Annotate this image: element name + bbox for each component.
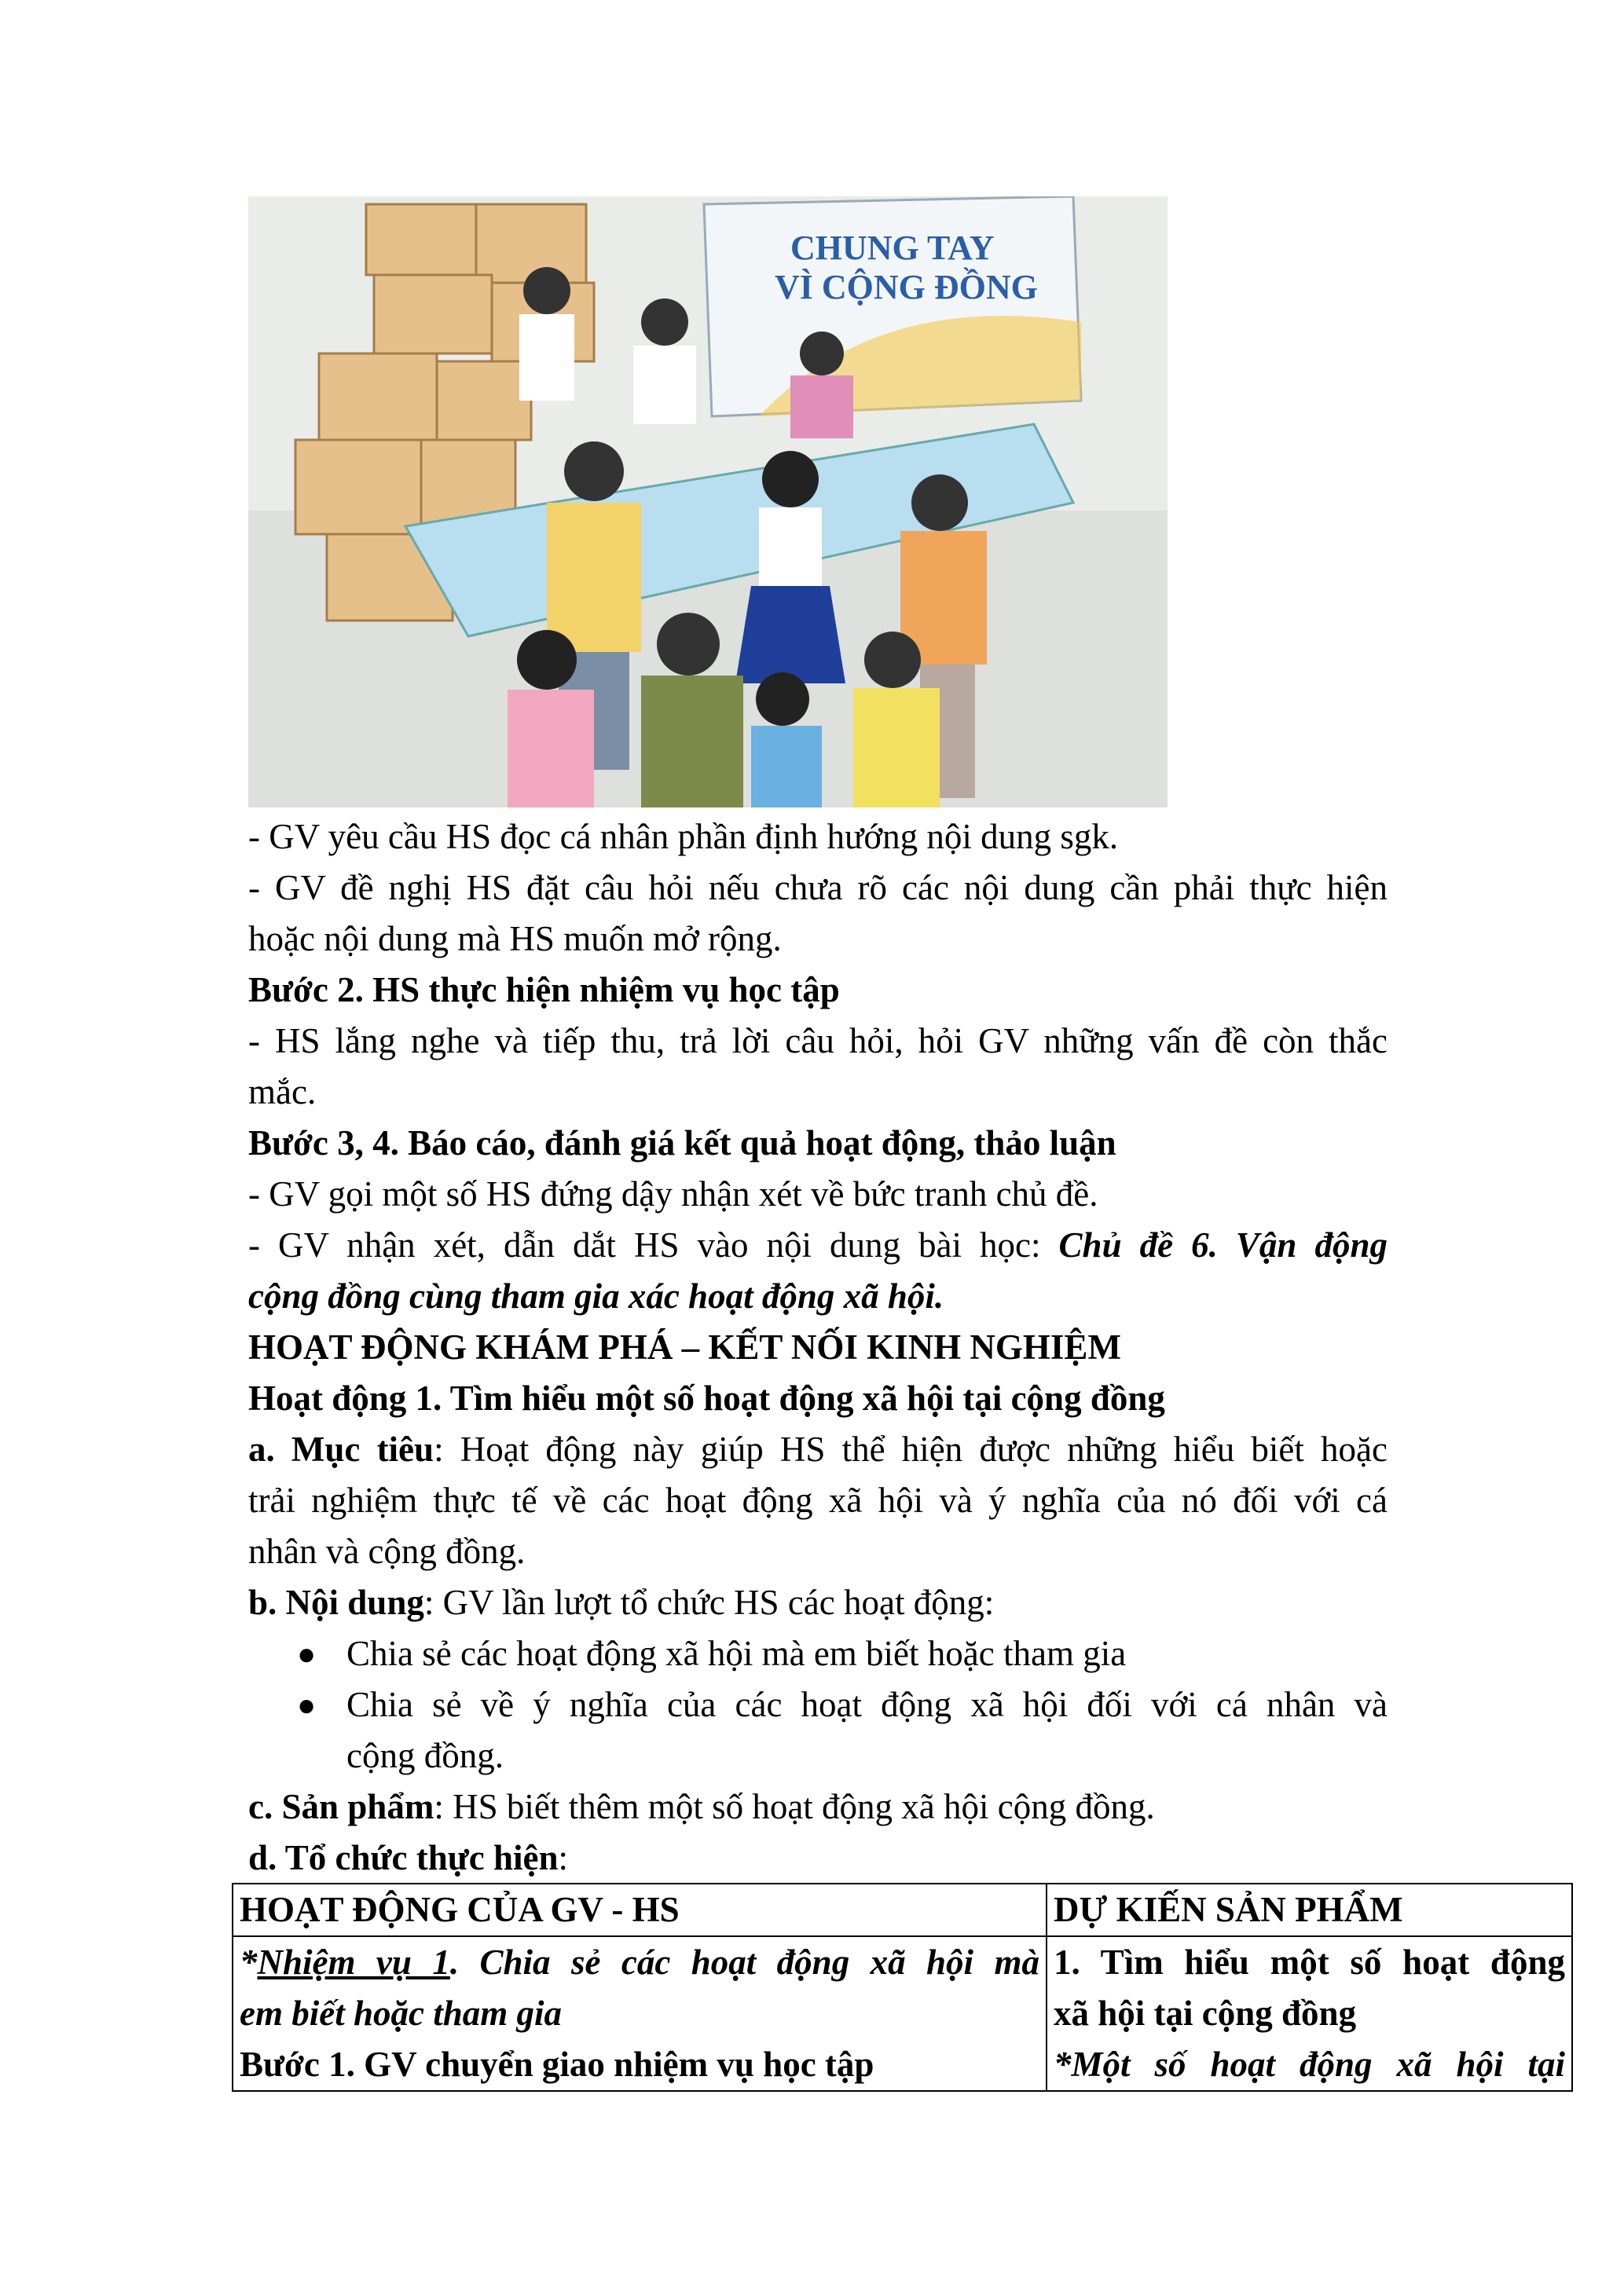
activity-1-heading: Hoạt động 1. Tìm hiểu một số hoạt động xã hội tại cộng đồng: [248, 1379, 1165, 1418]
implementation-colon: :: [558, 1838, 568, 1877]
banner-text-1: CHUNG TAY: [790, 229, 995, 267]
task-text: . Chia sẻ các hoạt động xã hội mà: [449, 1943, 1039, 1982]
objective-label: a. Mục tiêu: [248, 1430, 434, 1469]
content-label: b. Nội dung: [248, 1583, 424, 1622]
objective: [248, 1424, 1388, 1475]
header-expected-product: DỰ KIẾN SẢN PHẨM: [1047, 1884, 1572, 1936]
bullet-item-2: Chia sẻ về ý nghĩa của các hoạt động xã hội đối với cá nhân và: [346, 1685, 1388, 1724]
student-listen: - HS lắng nghe và tiếp thu, trả lời câu hỏi, hỏi GV những vấn đề còn thắc: [248, 1021, 1388, 1060]
instruction-ask-cont: hoặc nội dung mà HS muốn mở rộng.: [248, 919, 782, 958]
step-1-heading: Bước 1. GV chuyển giao nhiệm vụ học tập: [240, 2045, 874, 2084]
implementation-label: d. Tổ chức thực hiện: [248, 1838, 559, 1877]
instruction-read: - GV yêu cầu HS đọc cá nhân phần định hướng nội dung sgk.: [248, 817, 1119, 856]
product: [248, 1782, 1388, 1833]
content: [248, 1577, 1388, 1628]
task-1-line: [240, 1937, 1039, 1988]
product-heading-cont: xã hội tại cộng đồng: [1054, 1994, 1357, 2033]
topic-title-cont: cộng đồng cùng tham gia xác hoạt động xã hội.: [248, 1276, 944, 1316]
teacher-call: - GV gọi một số HS đứng dậy nhận xét về bức tranh chủ đề.: [248, 1174, 1098, 1214]
topic-title: Chủ đề 6. Vận động: [1058, 1225, 1388, 1265]
objective-text: : Hoạt động này giúp HS thể hiện được những hiểu biết hoặc: [434, 1430, 1388, 1469]
community-illustration: [248, 196, 1168, 807]
bullet-item-1: Chia sẻ các hoạt động xã hội mà em biết hoặc tham gia: [346, 1634, 1127, 1673]
task-label: Nhiệm vụ 1: [257, 1943, 450, 1982]
student-listen-cont: mắc.: [248, 1072, 317, 1111]
objective-cont2: nhân và cộng đồng.: [248, 1532, 526, 1571]
banner-text-2: VÌ CỘNG ĐỒNG: [775, 268, 1038, 306]
step-2-heading: Bước 2. HS thực hiện nhiệm vụ học tập: [248, 970, 840, 1009]
step-3-4-heading: Bước 3, 4. Báo cáo, đánh giá kết quả hoạt động, thảo luận: [248, 1123, 1116, 1163]
implementation: [248, 1833, 1388, 1884]
expected-product-cell: [1047, 1936, 1572, 2091]
product-heading: 1. Tìm hiểu một số hoạt động: [1054, 1943, 1565, 1982]
objective-cont: trải nghiệm thực tế về các hoạt động xã hội và ý nghĩa của nó đối với cá: [248, 1481, 1388, 1520]
teacher-comment-text: - GV nhận xét, dẫn dắt HS vào nội dung bài học:: [248, 1225, 1059, 1265]
section-heading: HOẠT ĐỘNG KHÁM PHÁ – KẾT NỐI KINH NGHIỆM: [248, 1327, 1121, 1367]
bullet-icon: ●: [297, 1636, 317, 1672]
product-examples: *Một số hoạt động xã hội tại: [1054, 2045, 1565, 2084]
content-text: : GV lần lượt tổ chức HS các hoạt động:: [423, 1583, 995, 1622]
product-label: c. Sản phẩm: [248, 1787, 434, 1826]
bullet-icon: ●: [297, 1687, 317, 1723]
task-1-cont: em biết hoặc tham gia: [240, 1994, 562, 2033]
header-teacher-student: HOẠT ĐỘNG CỦA GV - HS: [233, 1884, 1047, 1936]
table-header-row: [233, 1884, 1572, 1936]
instruction-ask: - GV đề nghị HS đặt câu hỏi nếu chưa rõ các nội dung cần phải thực hiện: [248, 868, 1388, 907]
teacher-comment: [248, 1220, 1388, 1271]
product-text: : HS biết thêm một số hoạt động xã hội cộng đồng.: [434, 1787, 1155, 1826]
activity-table: [232, 1883, 1573, 2092]
teacher-student-cell: [233, 1936, 1047, 2091]
bullet-item-2-cont: cộng đồng.: [346, 1736, 504, 1775]
task-star: *: [240, 1943, 258, 1982]
table-row: [233, 1936, 1572, 2091]
